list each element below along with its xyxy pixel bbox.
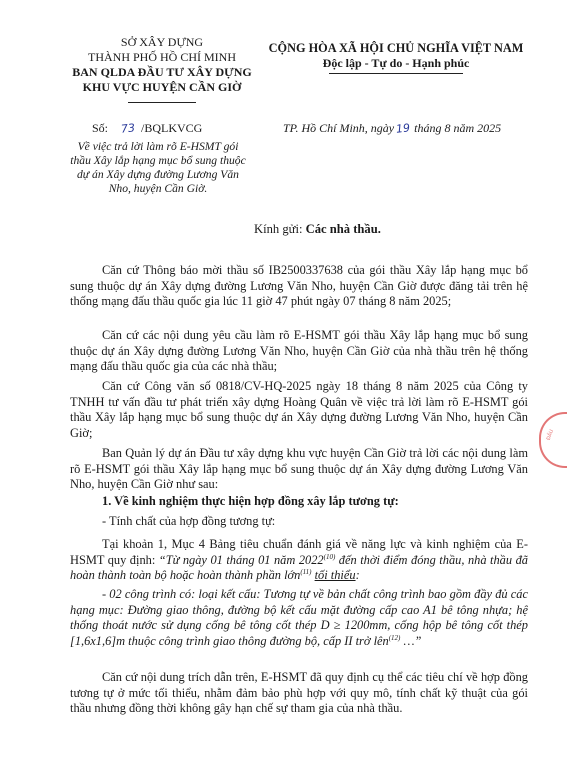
agency-line-3: BAN QLDA ĐẦU TƯ XÂY DỰNG xyxy=(72,65,252,79)
subject-line-4: Nho, huyện Cần Giờ. xyxy=(108,182,208,195)
date-prefix: TP. Hồ Chí Minh, ngày xyxy=(283,121,395,135)
p6-text: - 02 công trình có: loại kết cấu: Tương tự về bản chất công trình bao gồm đầy đủ các hạng mục: Đường giao thông, đường bộ kết cấu mặt đường cấp cao A1 bê tông nhựa; hệ thống thoát nước sử dụng cống bê tông cốt thép D ≥ 1200mm, cống hộp bê tông cốt thép [1,6x1,6]m thuộc công trình giao thông đường bộ, cấp II trở lên xyxy=(70,587,528,648)
p5-footnote-11: (11) xyxy=(300,568,312,577)
p5-quote-start: “Từ ngày 01 tháng 01 năm 2022 xyxy=(158,552,324,567)
paragraph-4: Ban Quản lý dự án Đầu tư xây dựng khu vực huyện Cần Giờ trả lời các nội dung làm rõ E-HSMT gói thầu Xây lắp hạng mục bổ sung thuộc dự án Xây dựng đường Lương Văn Nho, huyện Cần Giờ như sau: xyxy=(70,446,528,492)
paragraph-5 xyxy=(70,537,528,584)
national-title: CỘNG HÒA XÃ HỘI CHỦ NGHĨA VIỆT NAM xyxy=(268,41,524,55)
p5-footnote-10: (10) xyxy=(323,552,336,561)
agency-header xyxy=(72,35,252,95)
agency-line-1: SỞ XÂY DỰNG xyxy=(120,35,204,49)
recipient-line xyxy=(254,222,381,237)
paragraph-6 xyxy=(70,587,528,649)
agency-line-4: KHU VỰC HUYỆN CẦN GIỜ xyxy=(82,80,242,94)
p6-footnote-12: (12) xyxy=(388,633,401,642)
agency-line-2: THÀNH PHỐ HỒ CHÍ MINH xyxy=(88,50,236,64)
paragraph-1: Căn cứ Thông báo mời thầu số IB2500337638 của gói thầu Xây lắp hạng mục bổ sung thuộc dự án Xây dựng đường Lương Văn Nho, huyện Cần Giờ được đăng tải trên hệ thống mạng đấu thầu quốc gia lúc 11 giờ 47 phút ngày 07 tháng 8 năm 2025; xyxy=(70,263,528,309)
recipient-label: Kính gửi: xyxy=(254,222,303,236)
document-number xyxy=(92,121,202,136)
doc-number-prefix: Số: xyxy=(92,121,109,135)
p5-plain: Tại khoản 1, Mục 4 Bảng tiêu chuẩn đánh giá về năng lực và kinh nghiệm của E-HSMT quy định: xyxy=(70,537,528,567)
p5-minimum-underlined: tối thiểu xyxy=(314,568,356,583)
seal-text: ĐẦU xyxy=(545,428,556,442)
bullet-similar-contract: - Tính chất của hợp đồng tương tự: xyxy=(102,514,276,528)
recipient-value: Các nhà thầu. xyxy=(305,222,381,236)
national-header xyxy=(262,41,530,71)
p5-quote-middle: đến thời điểm đóng thầu, nhà thầu đã hoàn thành toàn bộ hoặc hoàn thành phần lớn xyxy=(70,552,528,583)
p6-end: …” xyxy=(403,633,422,648)
date-line xyxy=(283,121,501,136)
agency-underline xyxy=(128,102,196,103)
partial-seal-stamp xyxy=(539,412,567,468)
doc-number-handwritten: 73 xyxy=(120,121,136,136)
date-handwritten-day: 19 xyxy=(395,121,411,136)
date-suffix: tháng 8 năm 2025 xyxy=(414,121,502,135)
subject-line-1: Về việc trả lời làm rõ E-HSMT gói xyxy=(77,140,239,153)
national-motto: Độc lập - Tự do - Hạnh phúc xyxy=(322,56,470,70)
subject-line-3: dự án Xây dựng đường Lương Văn xyxy=(77,168,239,181)
motto-underline xyxy=(329,73,463,74)
subject-line-2: thầu Xây lắp hạng mục bổ sung thuộc xyxy=(70,154,246,167)
paragraph-7: Căn cứ nội dung trích dẫn trên, E-HSMT đã quy định cụ thể các tiêu chí về hợp đồng tương tự ở mức tối thiểu, nhằm đảm bảo phù hợp với quy mô, tính chất kỹ thuật của gói thầu nhưng đồng thời không gây hạn chế sự tham gia của nhà thầu. xyxy=(70,670,528,716)
paragraph-3: Căn cứ Công văn số 0818/CV-HQ-2025 ngày 18 tháng 8 năm 2025 của Công ty TNHH tư vấn đầu tư phát triển xây dựng Hoàng Quân về việc trả lời làm rõ E-HSMT gói thầu Xây lắp hạng mục bổ sung thuộc dự án Xây dựng đường Lương Văn Nho, huyện Cần Giờ; xyxy=(70,379,528,440)
doc-number-suffix: /BQLKVCG xyxy=(141,121,203,135)
paragraph-2: Căn cứ các nội dung yêu cầu làm rõ E-HSMT gói thầu Xây lắp hạng mục bổ sung thuộc dự án Xây dựng đường Lương Văn Nho, huyện Cần Giờ của nhà thầu trên hệ thống mạng đấu thầu quốc gia của các nhà thầu; xyxy=(70,328,528,374)
section-1-heading: 1. Về kinh nghiệm thực hiện hợp đồng xây lắp tương tự: xyxy=(102,494,399,508)
subject-block xyxy=(58,140,258,196)
p5-end: : xyxy=(355,568,360,583)
